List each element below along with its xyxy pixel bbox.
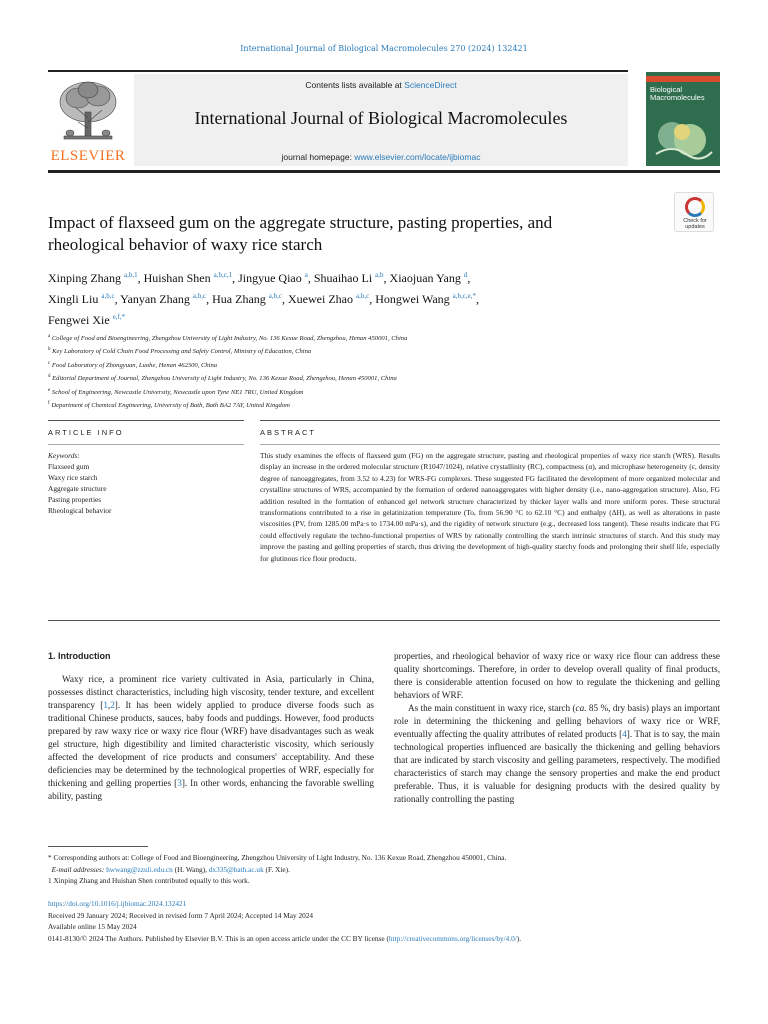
corresponding-author-note: * Corresponding authors at: College of Food and Bioengineering, Zhengzhou University of Light Industry, No. 136 Kexue Road, Zhengzhou 450001, China. <box>48 853 507 862</box>
article-title <box>48 212 648 256</box>
affiliation: $^e$ School of Engineering, Newcastle University, Newcastle upon Tyne NE1 7RU, United Kingdom <box>48 387 304 396</box>
received-dates: Received 29 January 2024; Received in revised form 7 April 2024; Accepted 14 May 2024 <box>48 910 314 920</box>
introduction-heading: 1. Introduction <box>48 651 111 661</box>
author[interactable]: Hua Zhang $^{a,b,c}$ <box>212 292 282 306</box>
affiliation: $^d$ Editorial Department of Journal, Zhengzhou University of Light Industry, No. 136 Kexue Road, Zhengzhou, Henan 450001, China <box>48 374 397 383</box>
reference-link[interactable]: 4 <box>622 729 627 739</box>
sciencedirect-link[interactable]: ScienceDirect <box>404 80 457 90</box>
author[interactable]: Jingyue Qiao $^a$ <box>238 271 308 285</box>
body-column-left <box>48 650 374 803</box>
elsevier-logo <box>48 78 128 166</box>
affiliation: $^b$ Key Laboratory of Cold Chain Food Processing and Safety Control, Ministry of Education, China <box>48 347 312 356</box>
doi-link[interactable]: https://doi.org/10.1016/j.ijbiomac.2024.132421 <box>48 899 187 908</box>
check-for-updates-button[interactable] <box>674 192 714 232</box>
equal-contribution-note: 1 Xinping Zhang and Huishan Shen contributed equally to this work. <box>48 876 250 886</box>
abstract-bottom-rule <box>48 620 720 621</box>
email-link[interactable]: dx335@bath.ac.uk <box>208 864 264 874</box>
masthead-top-rule <box>48 70 628 72</box>
journal-citation-link[interactable]: International Journal of Biological Macromolecules 270 (2024) 132421 <box>240 44 528 53</box>
reference-link[interactable]: 1 <box>103 700 108 710</box>
elsevier-wordmark: ELSEVIER <box>50 148 126 164</box>
abstract-body: This study examines the effects of flaxseed gum (FG) on the aggregate structure, pasting and rheological properties of waxy rice starch (WRS). Results display an increase in the ordered molecular structure (R1047/1024), relative crystallinity (RC), compactness (α), and microphase heterogeneity (ε, density degree of nanoaggregates, from 3.52 to 4.23) for WRS-FG complexes. These suggested FG facilitated the development of more organized molecular and crystalline structures of WRS, accompanied by the formation of ordered nanoaggregates with higher density (i.e., nano-aggregation structure). Also, FG addition resulted in the formation of enhanced gel network structure characterized by thicker layer walls and more uniform pores. These structural transformations contributed to a rise in gelatinization temperature (To, from 56.90 °C to 62.10 °C) and enthalpy (ΔH), as well as alterations in paste viscosities (PV, from 1285.00 mPa·s to 1734.00 mPa·s), and the rigidity of network structure (e.g., decreased loss tangent). These results indicate that FG could effectively regulate the techno-functional properties of WRS by rationally controlling the starch intrinsic structures of starch. And this study may improve the pasting and gelling properties of starch, thus driving the development of high-quality starchy foods and prolonging their shelf life, especially for glutinous rice flour products. <box>260 451 720 563</box>
keywords-block <box>48 450 244 516</box>
keywords-label: Keywords: <box>48 451 80 460</box>
abstract-heading: ABSTRACT <box>260 428 317 437</box>
body-paragraph: As the main constituent in waxy rice, starch (ca. 85 %, dry basis) plays an important role in determining the thickening and gelling behaviors of waxy rice or WRF, eventually affecting the quality attributes of related products [4]. That is to say, the main technological properties influenced are basically the thickening and gelling behaviors that are indicated by starch viscosity and gelling parameters, respectively. The modified characteristics of starch may change the sensory properties and make the end product preferable. Thus, it is valuable for designing products with the desired quality by rationally controlling the pasting <box>394 703 720 804</box>
journal-homepage-line <box>134 152 628 162</box>
masthead-bottom-rule <box>48 170 720 173</box>
cover-title: Biological Macromolecules <box>650 85 705 102</box>
license-link[interactable]: http://creativecommons.org/licenses/by/4.0/ <box>388 933 517 943</box>
email-link[interactable]: hwwang@zzuli.edu.cn <box>106 864 173 874</box>
affiliation: $^a$ College of Food and Bioengineering, Zhengzhou University of Light Industry, No. 136 Kexue Road, Zhengzhou, Henan 450001, China <box>48 334 408 343</box>
cover-art-image <box>652 114 714 162</box>
reference-link[interactable]: 3 <box>177 778 182 788</box>
author[interactable]: Fengwei Xie $^{e,f,*}$ <box>48 313 126 327</box>
reference-link[interactable]: 2 <box>110 700 115 710</box>
article-info-top-rule <box>48 420 244 421</box>
journal-homepage-link[interactable]: www.elsevier.com/locate/ijbiomac <box>354 152 481 162</box>
author[interactable]: Huishan Shen $^{a,b,c,1}$ <box>143 271 233 285</box>
article-title-line-1: Impact of flaxseed gum on the aggregate structure, pasting properties, and <box>48 213 553 232</box>
journal-title: International Journal of Biological Macromolecules <box>194 108 568 128</box>
affiliation-list <box>48 331 728 411</box>
keyword: Pasting properties <box>48 495 102 504</box>
check-updates-label: Check for updates <box>683 218 707 230</box>
elsevier-tree-icon <box>56 78 120 144</box>
email-line: E-mail addresses: hwwang@zzuli.edu.cn (H. Wang), dx335@bath.ac.uk (F. Xie). <box>51 864 290 874</box>
cover-band <box>646 76 720 82</box>
available-online-date: Available online 15 May 2024 <box>48 922 137 932</box>
body-paragraph: properties, and rheological behavior of waxy rice or waxy rice flour can address these quality shortcomings. Therefore, in order to develop overall quality of final products, there is considerable attention focused on how to regulate the thickening and gelling behaviors of WRF. <box>394 651 720 700</box>
contents-available-line <box>134 80 628 90</box>
author[interactable]: Xuewei Zhao $^{a,b,c}$ <box>288 292 370 306</box>
author[interactable]: Yanyan Zhang $^{a,b,c}$ <box>120 292 207 306</box>
affiliation: $^c$ Food Laboratory of Zhongyuan, Luohe, Henan 462300, China <box>48 360 218 369</box>
license-line: 0141-8130/© 2024 The Authors. Published by Elsevier B.V. This is an open access article under the CC BY license (http://creativecommons.org/licenses/by/4.0/). <box>48 933 522 943</box>
keyword: Aggregate structure <box>48 484 107 493</box>
body-column-right <box>394 650 720 806</box>
affiliation: $^f$ Department of Chemical Engineering, University of Bath, Bath BA2 7AY, United Kingdom <box>48 400 290 410</box>
keyword: Rheological behavior <box>48 506 112 515</box>
footnotes <box>48 852 728 887</box>
homepage-prefix: journal homepage: <box>281 152 355 162</box>
author-list: Xinping Zhang $^{a,b,1}$, Huishan Shen $^{a,b,c,1}$, Jingyue Qiao $^a$, Shuaihao Li $^{a,b}$, Xiaojuan Yang $^d$, Xingli Liu $^{a,b,c}$, Yanyan Zhang $^{a,b,c}$, Hua Zhang $^{a,b,c}$, Xuewei Zhao $^{a,b,c}$, Hongwei Wang $^{a,b,c,e,*}$, Fengwei Xie $^{e,f,*}$ <box>48 271 479 327</box>
author[interactable]: Hongwei Wang $^{a,b,c,e,*}$ <box>375 292 476 306</box>
keyword: Flaxseed gum <box>48 462 90 471</box>
journal-cover-thumbnail[interactable] <box>646 72 720 166</box>
journal-masthead-band <box>134 74 628 166</box>
author[interactable]: Shuaihao Li $^{a,b}$ <box>313 271 384 285</box>
author[interactable]: Xinping Zhang $^{a,b,1}$ <box>48 271 138 285</box>
contents-prefix: Contents lists available at <box>305 80 405 90</box>
footnote-rule <box>48 846 148 847</box>
author[interactable]: Xiaojuan Yang $^d$ <box>389 271 468 285</box>
article-info-heading: ARTICLE INFO <box>48 428 124 437</box>
article-title-line-2: rheological behavior of waxy rice starch <box>48 235 323 254</box>
article-info-inner-rule <box>48 444 244 445</box>
author[interactable]: Xingli Liu $^{a,b,c}$ <box>48 292 115 306</box>
abstract-top-rule <box>260 420 720 421</box>
check-updates-icon <box>685 197 705 217</box>
body-paragraph: Waxy rice, a prominent rice variety cultivated in Asia, particularly in China, possesses distinct characteristics, including high viscosity, tender texture, and excellent transparency [1,2]. It has been widely applied to produce diverse foods such as traditional Chinese products, sauces, baby foods and puddings. However, food products prepared by raw waxy rice or waxy rice flour (WRF) have disadvantages such as weak gel structure, high digestibility and limited characteristic viscosity, which seriously affected the development of rice products and consumers' acceptability. And these deficiencies may be determined by the technological properties of WRF, especially for thickening and gelling properties [3]. In other words, enhancing the favorable swelling ability, pasting <box>48 674 374 801</box>
keyword: Waxy rice starch <box>48 473 98 482</box>
abstract-inner-rule <box>260 444 720 445</box>
publication-info <box>48 898 728 944</box>
